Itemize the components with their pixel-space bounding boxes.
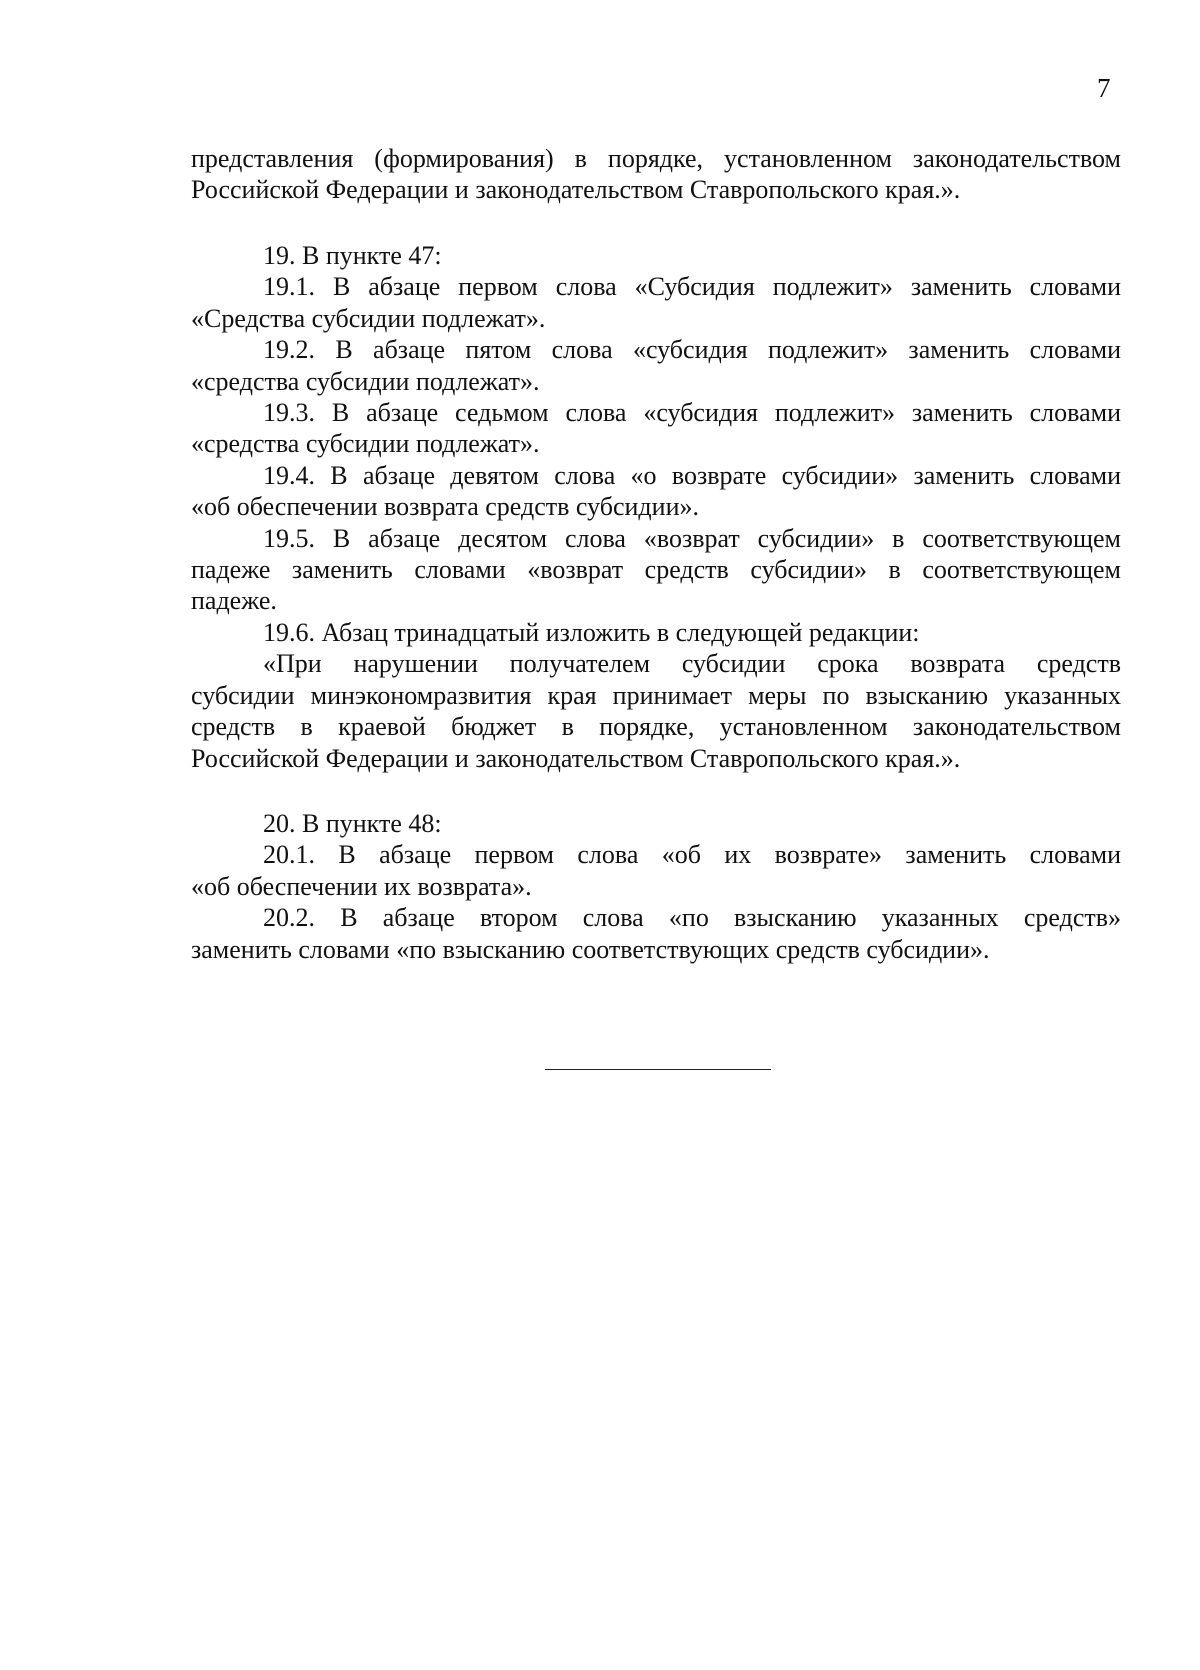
text-line: 20.2. В абзаце втором слова «по взысканию указанных средств»	[263, 903, 1121, 933]
section-20	[191, 808, 1121, 965]
page-number: 7	[1097, 73, 1111, 103]
text-line: Российской Федерации и законодательством Ставропольского края.».	[191, 175, 961, 205]
text-line: 19.1. В абзаце первом слова «Субсидия подлежит» заменить словами	[263, 272, 1121, 302]
text-line: заменить словами «по взысканию соответствующих средств субсидии».	[191, 934, 990, 964]
text-line: средств в краевой бюджет в порядке, установленном законодательством	[191, 712, 1121, 742]
text-line: субсидии минэкономразвития края принимает меры по взысканию указанных	[191, 680, 1121, 710]
section-19	[191, 240, 1121, 774]
text-line: «об обеспечении их возврата».	[191, 871, 532, 901]
text-line: 19.2. В абзаце пятом слова «субсидия подлежит» заменить словами	[263, 335, 1121, 365]
text-line: «При нарушении получателем субсидии срока возврата средств	[263, 649, 1121, 679]
text-line: 19.6. Абзац тринадцатый изложить в следующей редакции:	[263, 617, 920, 647]
text-line: падеже заменить словами «возврат средств субсидии» в соответствующем	[191, 555, 1121, 585]
text-line: 19.5. В абзаце десятом слова «возврат субсидии» в соответствующем	[263, 523, 1121, 553]
text-line: падеже.	[191, 586, 277, 616]
text-line: «Средства субсидии подлежат».	[191, 303, 546, 333]
text-line: «об обеспечении возврата средств субсидии».	[191, 492, 699, 522]
section-heading: 20. В пункте 48:	[263, 809, 442, 838]
text-line: «средства субсидии подлежат».	[191, 366, 540, 396]
text-line: 20.1. В абзаце первом слова «об их возврате» заменить словами	[263, 840, 1121, 870]
section-heading: 19. В пункте 47:	[263, 241, 442, 270]
text-line: Российской Федерации и законодательством Ставропольского края.».	[191, 743, 961, 773]
text-line: 19.3. В абзаце седьмом слова «субсидия подлежит» заменить словами	[263, 398, 1121, 428]
text-line: представления (формирования) в порядке, установленном законодательством	[191, 144, 1121, 173]
paragraph-block-continuation	[191, 143, 1121, 206]
text-line: 19.4. В абзаце девятом слова «о возврате субсидии» заменить словами	[263, 460, 1121, 490]
end-of-document-rule	[545, 1069, 771, 1070]
text-line: «средства субсидии подлежат».	[191, 429, 540, 459]
